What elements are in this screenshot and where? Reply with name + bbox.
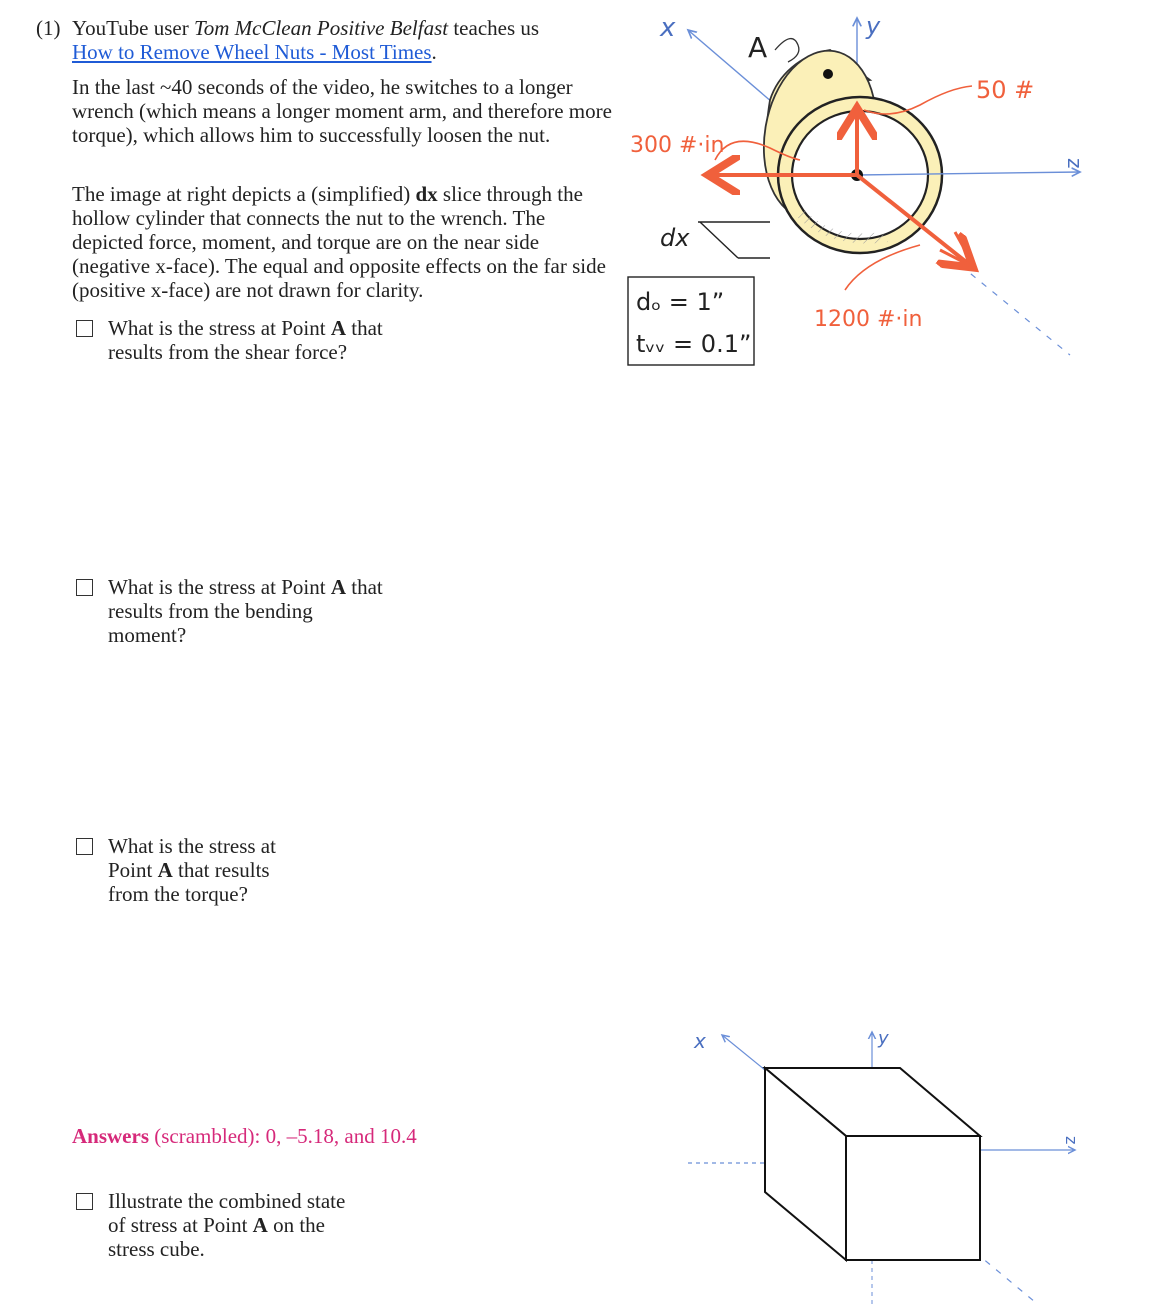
question-text: What is the stress at Point A that results from the shear force? bbox=[108, 316, 383, 364]
cube-x-axis bbox=[722, 1035, 765, 1070]
x-axis-label: x bbox=[660, 13, 676, 43]
answers-label: Answers bbox=[72, 1124, 149, 1148]
problem-intro bbox=[72, 16, 612, 64]
x-axis-dashed bbox=[960, 265, 1070, 355]
video-link[interactable]: How to Remove Wheel Nuts - Most Times bbox=[72, 40, 432, 64]
checkbox[interactable] bbox=[76, 579, 93, 596]
dx-line-2 bbox=[700, 222, 738, 258]
cube-y-label: y bbox=[878, 1028, 889, 1049]
paragraph2-part1: The image at right depicts a (simplified) bbox=[72, 182, 416, 206]
cylinder-figure bbox=[620, 0, 1152, 380]
wall-thickness-label: tᵥᵥ = 0.1” bbox=[636, 330, 752, 358]
checkbox[interactable] bbox=[76, 838, 93, 855]
cube-front-face bbox=[846, 1136, 980, 1260]
question-text: What is the stress at Point A that results from the bending moment? bbox=[108, 575, 383, 647]
question-text: Illustrate the combined state of stress at Point A on the stress cube. bbox=[108, 1189, 346, 1261]
point-a-label: A bbox=[748, 31, 768, 64]
y-axis-label: y bbox=[866, 12, 881, 40]
cube-z-label: z bbox=[1062, 1136, 1081, 1145]
video-author: Tom McClean Positive Belfast bbox=[193, 16, 449, 40]
question-text: What is the stress at Point A that results from the torque? bbox=[108, 834, 276, 906]
problem-number: (1) bbox=[36, 16, 61, 40]
outer-diameter-label: dₒ = 1” bbox=[636, 288, 725, 316]
paragraph2-bold: dx bbox=[415, 182, 438, 206]
force-label: 50 # bbox=[976, 76, 1035, 104]
z-axis-label: z bbox=[1063, 158, 1087, 169]
checkbox[interactable] bbox=[76, 320, 93, 337]
point-a-dot bbox=[823, 69, 833, 79]
checkbox[interactable] bbox=[76, 1193, 93, 1210]
cube-x-label: x bbox=[694, 1029, 706, 1053]
point-a-leader bbox=[775, 39, 799, 62]
paragraph2-part2: slice through the hollow cylinder that connects the nut to the wrench. The depicted force, moment, and torque are on the near side (negative x-face). The equal and opposite effects on the far side (positive x-face) are not drawn for clarity. bbox=[72, 182, 606, 302]
answers-text: (scrambled): 0, –5.18, and 10.4 bbox=[149, 1124, 417, 1148]
paragraph-video-description: In the last ~40 seconds of the video, he switches to a longer wrench (which means a longer moment arm, and therefore more torque), which allows him to successfully loosen the nut. bbox=[72, 75, 612, 147]
moment-label: 300 #·in bbox=[630, 133, 725, 158]
link-trailing: . bbox=[431, 40, 437, 64]
torque-label: 1200 #·in bbox=[814, 307, 923, 332]
intro-text-2: teaches us bbox=[448, 16, 540, 40]
answers-line bbox=[72, 1124, 417, 1148]
stress-cube-figure bbox=[680, 1020, 1152, 1306]
intro-text-1: YouTube user bbox=[72, 16, 194, 40]
paragraph-figure-description bbox=[72, 182, 617, 302]
dx-label: dx bbox=[660, 224, 690, 252]
